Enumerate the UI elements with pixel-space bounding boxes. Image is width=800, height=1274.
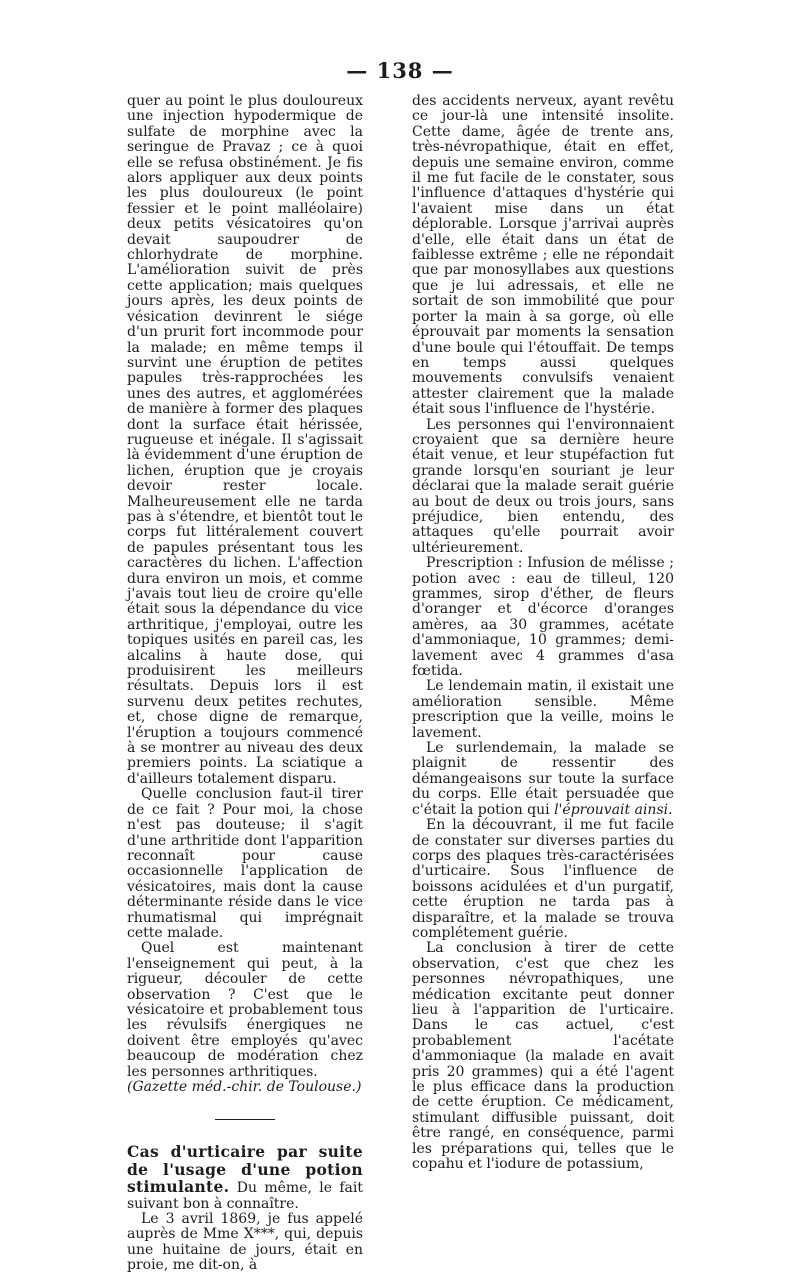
left-paragraph-4: Le 3 avril 1869, je fus appelé auprès de Mme X***, qui, depuis une huitaine de jours, était en proie, me dit-on, à [127, 1211, 363, 1274]
left-paragraph-1: quer au point le plus douloureux une injection hypodermique de sulfate de morphine avec la seringue de Pravaz ; ce à quoi elle se refusa obstinément. Je fis alors appliquer aux deux points les plus douloureux (le point fessier et le point malléolaire) deux petits vésicatoires qu'on devait saupoudrer de chlorhydrate de morphine. L'amélioration suivit de près cette application; mais quelques jours après, les deux points de vésication devinrent le siége d'un prurit fort incommode pour la malade; en même temps il survint une éruption de petites papules très-rapprochées les unes des autres, et agglomérées de manière à former des plaques dont la surface était hérissée, rugueuse et inégale. Il s'agissait là évidemment d'une éruption de lichen, éruption que je croyais devoir rester locale. Malheureusement elle ne tarda pas à s'étendre, et bientôt tout le corps fut littéralement couvert de papules présentant tous les caractères du lichen. L'affection dura environ un mois, et comme j'avais tout lieu de croire qu'elle était sous la dépendance du vice arthritique, j'employai, outre les topiques usités en pareil cas, les alcalins à haute dose, qui produisirent les meilleurs résultats. Depuis lors il est survenu deux petites rechutes, et, chose digne de remarque, l'éruption a toujours commencé à se montrer au niveau des deux premiers points. La sciatique a d'ailleurs totalement disparu. [127, 93, 363, 787]
section-heading [127, 1144, 363, 1212]
section-heading-title: Cas d'urticaire par suite de l'usage d'une potion stimulante. [127, 1142, 363, 1197]
right-paragraph-4: Le lendemain matin, il existait une amélioration sensible. Même prescription que la veille, moins le lavement. [412, 678, 674, 741]
source-citation-text: (Gazette méd.-chir. de Toulouse.) [127, 1079, 362, 1095]
right-paragraph-1: des accidents nerveux, ayant revêtu ce jour-là une intensité insolite. Cette dame, âgée de trente ans, très-névropathique, était en effet, depuis une semaine environ, comme il me fut facile de le constater, sous l'influence d'attaques d'hystérie qui l'avaient mise dans un état déplorable. Lorsque j'arrivai auprès d'elle, elle était dans un état de faiblesse extrême ; elle ne répondait que par monosyllabes aux questions que je lui adressais, et elle ne sortait de son immobilité que pour porter la main à sa gorge, où elle éprouvait par moments la sensation d'une boule qui l'étouffait. De temps en temps aussi quelques mouvements convulsifs venaient attester clairement que la malade était sous l'influence de l'hystérie. [412, 93, 674, 418]
left-paragraph-3: Quel est maintenant l'enseignement qui peut, à la rigueur, découler de cette observation ? C'est que le vésicatoire et probablement tous les révulsifs énergiques ne doivent être employés qu'avec beaucoup de modération chez les personnes arthritiques. [127, 940, 363, 1080]
right-paragraph-5-text: Le surlendemain, la malade se plaignit de ressentir des démangeaisons sur toute la surface du corps. Elle était persuadée que c'était la potion qui [412, 740, 674, 818]
page-number: — 138 — [346, 58, 454, 83]
left-paragraph-2: Quelle conclusion faut-il tirer de ce fait ? Pour moi, la chose n'est pas douteuse; il s'agit d'une arthritide dont l'apparition reconnaît pour cause occasionnelle l'application de vésicatoires, mais dont la cause déterminante réside dans le vice rhumatismal qui imprégnait cette malade. [127, 786, 363, 941]
section-divider [215, 1119, 275, 1120]
section-heading-tail: Du même, le fait suivant bon à connaître. [127, 1180, 363, 1212]
right-column [412, 94, 674, 1172]
right-paragraph-6: En la découvrant, il me fut facile de constater sur diverses parties du corps des plaques très-caractérisées d'urticaire. Sous l'influence de boissons acidulées et d'un purgatif, cette éruption ne tarda pas à disparaître, et la malade se trouva complétement guérie. [412, 817, 674, 941]
right-paragraph-7: La conclusion à tirer de cette observation, c'est que chez les personnes névropathiques, une médication excitante peut donner lieu à l'apparition de l'urticaire. Dans le cas actuel, c'est probablement l'acétate d'ammoniaque (la malade en avait pris 20 grammes) qui a été l'agent le plus efficace dans la production de cette éruption. Ce médicament, stimulant diffusible puissant, doit être rangé, en conséquence, parmi les préparations qui, telles que le copahu et l'iodure de potassium, [412, 940, 674, 1173]
source-citation [127, 1080, 363, 1095]
right-paragraph-3: Prescription : Infusion de mélisse ; potion avec : eau de tilleul, 120 grammes, sirop d'éther, de fleurs d'oranger et d'écorce d'oranges amères, aa 30 grammes, acétate d'ammoniaque, 10 grammes; demi-lavement avec 4 grammes d'asa fœtida. [412, 555, 674, 680]
right-paragraph-5-italic: l'éprouvait ainsi. [554, 801, 673, 818]
left-column [127, 94, 363, 1274]
right-paragraph-2: Les personnes qui l'environnaient croyaient que sa dernière heure était venue, et leur stupéfaction fut grande lorsqu'en souriant je leur déclarai que la malade serait guérie au bout de deux ou trois jours, sans préjudice, bien entendu, des attaques qu'elle pourrait avoir ultérieurement. [412, 416, 674, 556]
right-paragraph-5 [412, 741, 674, 818]
